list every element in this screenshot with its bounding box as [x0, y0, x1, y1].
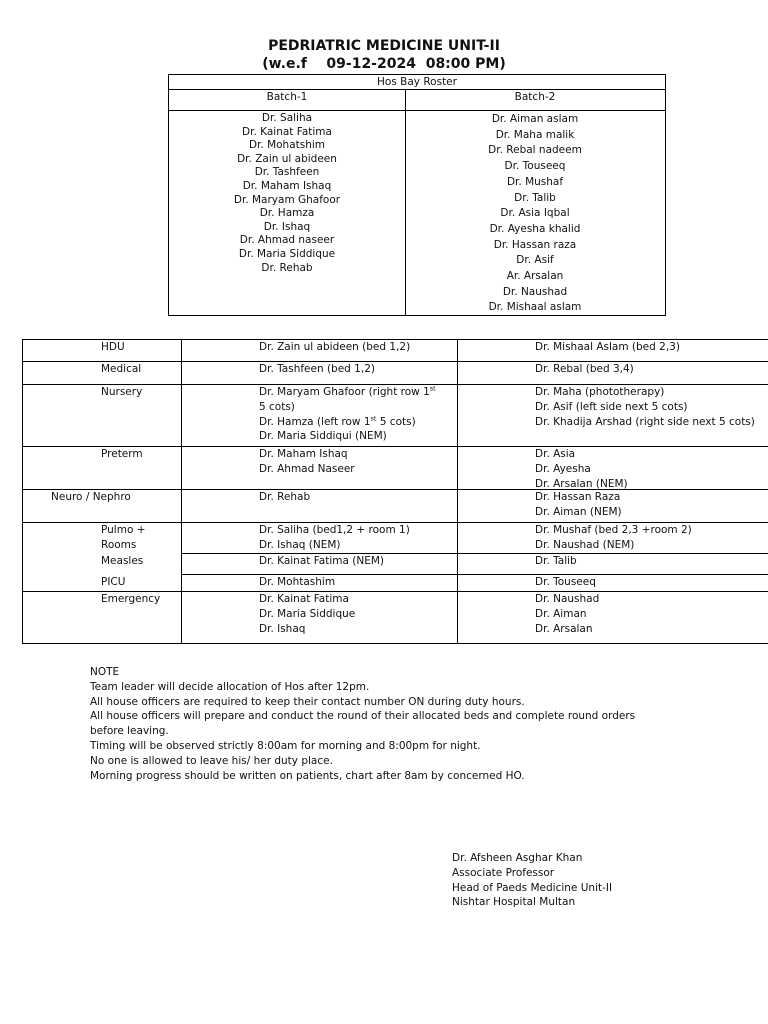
page-subtitle: (w.e.f 09-12-2024 08:00 PM) — [262, 56, 506, 72]
duty-row-divider — [22, 643, 768, 644]
duty-area — [101, 385, 142, 400]
duty-b1-assignment — [259, 447, 355, 477]
batch2-doctor: Dr. Maha malik — [495, 128, 575, 141]
duty-doctor-line: Dr. Hamza (left row 1st 5 cots) — [259, 414, 416, 428]
duty-area-label: Measles — [101, 555, 144, 567]
duty-doctor-line: Dr. Ishaq — [259, 622, 306, 635]
duty-area-label: Medical — [101, 363, 142, 375]
duty-area-label: Rooms — [101, 538, 137, 551]
duty-area-label: Emergency — [101, 593, 161, 605]
duty-area-label: PICU — [101, 576, 126, 588]
duty-doctor-line: Dr. Maria Siddiqui (NEM) — [259, 430, 387, 443]
batch1-doctor: Dr. Saliha — [261, 112, 313, 124]
duty-b1-assignment — [259, 340, 410, 355]
duty-doctor-line: Dr. Naushad (NEM) — [535, 538, 635, 551]
duty-b2-assignment — [535, 362, 634, 377]
duty-doctor-line: Dr. Maha (phototherapy) — [535, 386, 665, 398]
duty-area-label: Neuro / Nephro — [51, 491, 131, 503]
batch1-doctor: Dr. Hamza — [259, 207, 315, 220]
duty-b2-assignment — [535, 554, 577, 569]
note-heading: NOTE — [90, 666, 120, 678]
duty-doctor-line: Dr. Rebal (bed 3,4) — [535, 363, 634, 375]
duty-doctor-line: Dr. Khadija Arshad (right side next 5 cots) — [535, 415, 755, 428]
duty-column-divider — [457, 339, 458, 643]
duty-area-label: Pulmo + — [101, 524, 146, 536]
duty-doctor-line: Dr. Asia — [535, 448, 576, 460]
duty-doctor-line: Dr. Asif (left side next 5 cots) — [535, 400, 688, 413]
batch2-doctor: Dr. Asia Iqbal — [500, 207, 570, 220]
duty-area-label: Preterm — [101, 448, 143, 460]
duty-b2-assignment — [535, 490, 622, 520]
batch2-doctor: Dr. Ayesha khalid — [489, 222, 581, 235]
duty-doctor-line: Dr. Naushad — [535, 593, 600, 605]
duty-b1-assignment — [259, 554, 384, 569]
batch2-doctor: Dr. Hassan raza — [493, 238, 577, 251]
note-line: Timing will be observed strictly 8:00am for morning and 8:00pm for night. — [90, 739, 481, 752]
duty-doctor-line: Dr. Mishaal Aslam (bed 2,3) — [535, 341, 680, 353]
batch1-doctor: Dr. Maryam Ghafoor — [233, 193, 341, 206]
note-line: before leaving. — [90, 725, 169, 738]
duty-area — [101, 362, 141, 377]
batch1-doctor: Dr. Tashfeen — [254, 166, 320, 179]
duty-area-label: Nursery — [101, 386, 143, 398]
duty-allocation-table — [22, 339, 768, 643]
batch1-list — [169, 112, 405, 275]
duty-doctor-line: Dr. Rehab — [259, 491, 311, 503]
duty-doctor-line: Dr. Aiman (NEM) — [535, 505, 622, 518]
signatory-department: Head of Paeds Medicine Unit-II — [452, 881, 613, 894]
batch1-doctor: Dr. Rehab — [261, 261, 313, 274]
duty-doctor-line: Dr. Hassan Raza — [535, 491, 621, 503]
roster-divider — [169, 110, 665, 111]
note-line: Morning progress should be written on patients, chart after 8am by concerned HO. — [90, 769, 525, 782]
page-title: PEDRIATRIC MEDICINE UNIT-II — [268, 38, 500, 54]
duty-b1-assignment — [259, 592, 355, 636]
duty-doctor-line: 5 cots) — [259, 400, 295, 413]
duty-doctor-line: Dr. Maham Ishaq — [259, 448, 348, 460]
duty-area-label: HDU — [101, 341, 125, 353]
duty-area — [101, 340, 125, 355]
duty-b2-assignment — [535, 340, 680, 355]
duty-doctor-line: Dr. Arsalan (NEM) — [535, 477, 628, 490]
note-line: All house officers are required to keep their contact number ON during duty hours. — [90, 695, 525, 708]
signature-block — [452, 851, 612, 910]
batch2-list — [405, 112, 665, 316]
signatory-hospital: Nishtar Hospital Multan — [452, 896, 576, 909]
duty-area — [101, 447, 143, 462]
batch2-doctor: Dr. Asif — [516, 254, 554, 267]
note-line: No one is allowed to leave his/ her duty place. — [90, 754, 333, 767]
batch2-doctor: Dr. Talib — [514, 191, 556, 204]
note-line: Team leader will decide allocation of Hos after 12pm. — [90, 680, 370, 693]
duty-doctor-line: Dr. Ishaq (NEM) — [259, 538, 341, 551]
duty-row-divider — [22, 489, 768, 490]
duty-b2-assignment — [535, 523, 692, 553]
duty-doctor-line: Dr. Aiman — [535, 607, 587, 620]
duty-doctor-line: Dr. Zain ul abideen (bed 1,2) — [259, 341, 411, 353]
signatory-name: Dr. Afsheen Asghar Khan — [452, 852, 583, 864]
duty-doctor-line: Dr. Ayesha — [535, 462, 591, 475]
signatory-designation: Associate Professor — [452, 866, 555, 879]
duty-area — [101, 575, 125, 590]
duty-doctor-line: Dr. Maria Siddique — [259, 607, 356, 620]
batch2-doctor: Dr. Mishaal aslam — [488, 301, 582, 314]
duty-area — [51, 490, 131, 505]
note-line: All house officers will prepare and conduct the round of their allocated beds and complete round orders — [90, 710, 636, 723]
duty-doctor-line: Dr. Arsalan — [535, 622, 593, 635]
batch1-doctor: Dr. Mohatshim — [248, 139, 326, 152]
duty-doctor-line: Dr. Kainat Fatima — [259, 593, 349, 605]
duty-doctor-line: Dr. Ahmad Naseer — [259, 462, 355, 475]
duty-b1-assignment — [259, 575, 335, 590]
batch1-doctor: Dr. Ahmad naseer — [239, 234, 335, 247]
duty-doctor-line: Dr. Mohtashim — [259, 576, 336, 588]
batch1-doctor: Dr. Ishaq — [263, 220, 311, 233]
duty-doctor-line: Dr. Mushaf (bed 2,3 +room 2) — [535, 524, 692, 536]
batch2-doctor: Dr. Mushaf — [506, 175, 564, 188]
batch2-doctor: Dr. Aiman aslam — [491, 113, 579, 125]
duty-column-divider — [181, 339, 182, 643]
roster-caption: Hos Bay Roster — [377, 76, 457, 88]
duty-doctor-line: Dr. Talib — [535, 555, 577, 567]
duty-column-divider — [22, 339, 23, 643]
duty-b2-assignment — [535, 592, 599, 636]
duty-area — [101, 592, 160, 607]
duty-doctor-line: Dr. Kainat Fatima (NEM) — [259, 555, 384, 567]
duty-doctor-line: Dr. Maryam Ghafoor (right row 1st — [259, 384, 436, 398]
batch2-doctor: Dr. Naushad — [502, 285, 568, 298]
batch2-doctor: Dr. Rebal nadeem — [488, 144, 582, 157]
duty-b2-assignment — [535, 447, 628, 491]
duty-b1-assignment — [259, 362, 375, 377]
duty-b1-assignment — [259, 523, 410, 553]
batch1-doctor: Dr. Zain ul abideen — [237, 152, 337, 165]
note-section — [90, 665, 635, 783]
batch2-doctor: Ar. Arsalan — [506, 270, 564, 283]
batch1-doctor: Dr. Maria Siddique — [238, 247, 336, 260]
batch1-doctor: Dr. Kainat Fatima — [242, 125, 332, 138]
batch2-doctor: Dr. Touseeq — [504, 160, 566, 173]
duty-doctor-line: Dr. Touseeq — [535, 576, 596, 588]
batch2-header: Batch-2 — [514, 91, 556, 103]
duty-b2-assignment — [535, 575, 596, 590]
duty-b1-assignment — [259, 385, 436, 444]
duty-area — [101, 554, 143, 569]
duty-area — [101, 523, 146, 553]
roster-divider — [169, 89, 665, 90]
duty-b2-assignment — [535, 385, 755, 429]
duty-doctor-line: Dr. Saliha (bed1,2 + room 1) — [259, 524, 410, 536]
batch1-doctor: Dr. Maham Ishaq — [242, 179, 332, 192]
batch1-header: Batch-1 — [266, 91, 308, 103]
duty-doctor-line: Dr. Tashfeen (bed 1,2) — [259, 363, 375, 375]
duty-b1-assignment — [259, 490, 310, 505]
hos-bay-roster-table — [168, 74, 666, 316]
